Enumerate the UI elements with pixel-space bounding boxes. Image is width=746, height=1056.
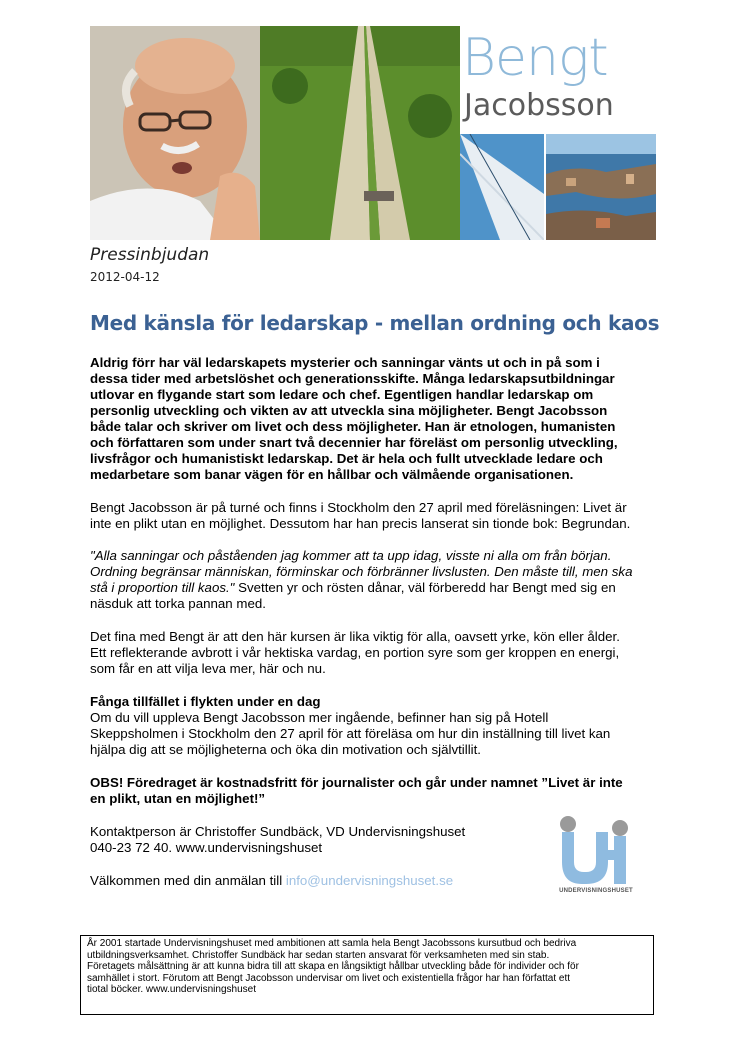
paragraph-line: Bengt Jacobsson är på turné och finns i Stockholm den 27 april med föreläsningen: Livet är	[90, 500, 627, 515]
brand-last-name: Jacobsson	[464, 88, 614, 123]
paragraph-line	[90, 580, 650, 596]
road-photo	[260, 26, 460, 240]
obs-line: OBS! Föredraget är kostnadsfritt för journalister och går under namnet ”Livet är inte	[90, 775, 623, 790]
document-date: 2012-04-12	[90, 270, 160, 284]
contact-line: Kontaktperson är Christoffer Sundbäck, VD Undervisningshuset	[90, 824, 466, 839]
company-info-box	[80, 935, 654, 1015]
email-link[interactable]: info@undervisningshuset.se	[285, 873, 454, 888]
contact-phone-web: 040-23 72 40. www.undervisningshuset	[90, 840, 323, 855]
paragraph-line: Om du vill uppleva Bengt Jacobsson mer ingående, befinner han sig på Hotell	[90, 710, 549, 725]
uh-logo-mark	[556, 814, 636, 886]
headline: Med känsla för ledarskap - mellan ordning och kaos	[90, 311, 660, 335]
brand-logo	[460, 26, 656, 132]
lead-line: Aldrig förr har väl ledarskapets mysterier och sanningar vänts ut och in på som i	[90, 355, 600, 370]
sub-heading: Fånga tillfället i flykten under en dag	[90, 694, 321, 709]
footer-line: tiotal böcker. www.undervisningshuset	[87, 984, 256, 995]
lead-paragraph	[90, 355, 650, 483]
course-paragraph	[90, 629, 650, 677]
footer-line: samhället i stort. Förutom att Bengt Jacobsson undervisar om livet och existentiella frågor har han författat ett	[87, 972, 571, 984]
lead-line: dessa tider med arbetslöshet och generationsskifte. Många ledarskapsutbildningar	[90, 371, 615, 386]
quote-line: stå i proportion till kaos."	[90, 580, 235, 595]
paragraph-line: Det fina med Bengt är att den här kursen är lika viktig för alla, oavsett yrke, kön eller ålder.	[90, 629, 620, 644]
welcome-text: Välkommen med din anmälan till	[90, 873, 286, 888]
paragraph-line: Ett reflekterande avbrott i vår hektiska vardag, en portion syre som ger kroppen en energi,	[90, 645, 620, 660]
lead-line: livsfrågor och humanistiskt ledarskap. Det är hela och fullt utvecklade ledare och	[90, 451, 603, 466]
quote-line: "Alla sanningar och påståenden jag kommer att ta upp idag, visste ni alla om från början.	[90, 548, 612, 563]
footer-line: År 2001 startade Undervisningshuset med ambitionen att samla hela Bengt Jacobssons kursutbud och bedriva	[87, 938, 577, 949]
header-banner	[90, 26, 656, 240]
stockholm-photo	[546, 134, 656, 240]
footer-line: Företagets målsättning är att kunna bidra till att skapa en långsiktigt hållbar utveckling både för individer och för	[87, 961, 579, 972]
lead-line: både talar och skriver om livet och dess möjligheter. Han är etnologen, humanisten	[90, 419, 616, 434]
quote-line: Ordning begränsar människan, förminskar och förbränner livslusten. Den måste till, men ska	[90, 564, 633, 579]
lead-line: medarbetare som banar vägen för en hållbar och välmående organisationen.	[90, 467, 574, 482]
document-type: Pressinbjudan	[90, 245, 210, 265]
paragraph-line: som får en att vilja leva mer, här och nu.	[90, 661, 326, 676]
lead-line: personlig utveckling och vikten av att utveckla sina möjligheter. Bengt Jacobsson	[90, 403, 608, 418]
event-paragraph	[90, 710, 650, 758]
lead-line: och författaren som under snart två decennier har föreläst om personlig utveckling,	[90, 435, 618, 450]
brand-first-name: Bengt	[462, 28, 608, 88]
paragraph-line: hjälpa dig att se möjligheterna och öka din motivation och självtillit.	[90, 742, 481, 757]
obs-notice	[90, 775, 650, 807]
uh-logo-caption: UNDERVISNINGSHUSET	[559, 888, 633, 894]
paragraph-line: näsduk att torka pannan med.	[90, 596, 266, 611]
undervisningshuset-logo	[556, 814, 636, 900]
tour-paragraph	[90, 500, 650, 532]
lead-line: utlovar en flygande start som ledare och chef. Egentligen handlar ledarskap om	[90, 387, 594, 402]
obs-line: en plikt, utan en möjlighet!”	[90, 791, 266, 806]
footer-line: utbildningsverksamhet. Christoffer Sundbäck har sedan starten ansvarat för verksamheten med sin stab.	[87, 949, 550, 961]
paragraph-line: Skeppsholmen i Stockholm den 27 april för att föreläsa om hur din inställning till livet kan	[90, 726, 611, 741]
portrait-photo	[90, 26, 260, 240]
paragraph-line: inte en plikt utan en möjlighet. Dessutom har han precis lanserat sin tionde bok: Begrundan.	[90, 516, 631, 531]
quote-paragraph	[90, 548, 650, 612]
paragraph-text: Svetten yr och rösten dånar, väl förberedd har Bengt med sig en	[234, 580, 616, 595]
sailboat-photo	[460, 134, 544, 240]
